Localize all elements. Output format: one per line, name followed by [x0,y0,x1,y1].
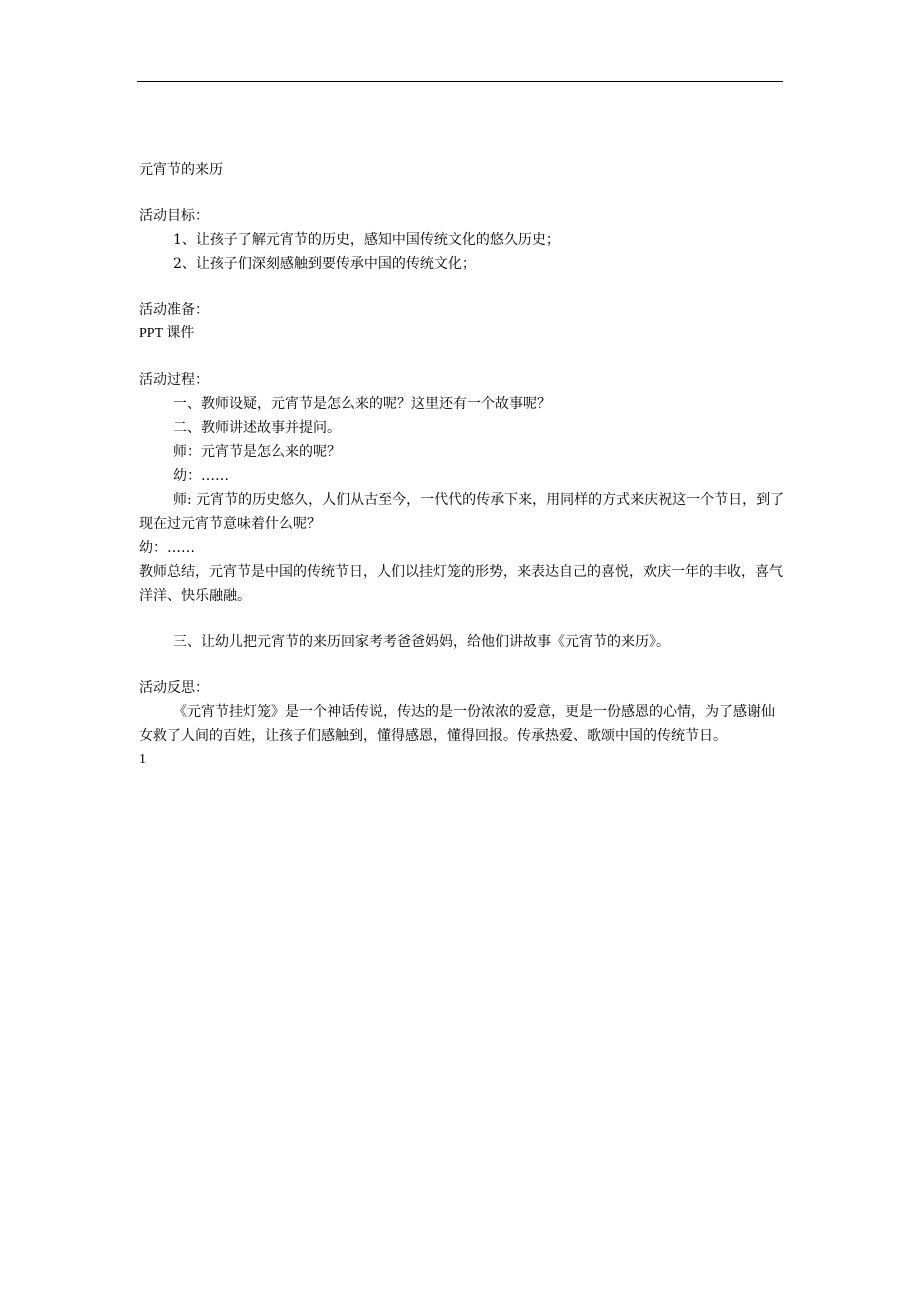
reflection-heading: 活动反思： [139,680,209,696]
spacer [139,182,787,204]
header-rule [137,81,783,82]
teacher-summary: 教师总结，元宵节是中国的传统节日，人们以挂灯笼的形势，来表达自己的喜悦，欢庆一年的丰收，喜气洋洋、快乐融融。 [139,564,783,604]
spacer [139,654,787,676]
process-step-2: 二、教师讲述故事并提问。 [173,420,341,436]
goal-item-2: 2、让孩子们深刻感触到要传承中国的传统文化； [173,256,476,272]
teacher-paragraph: 师: 元宵节的历史悠久，人们从古至今，一代代的传承下来，用同样的方式来庆祝这一个节日，到了现在过元宵节意味着什么呢？ [139,492,785,532]
process-step-3: 三、让幼儿把元宵节的来历回家考考爸爸妈妈，给他们讲故事《元宵节的来历》。 [173,634,670,650]
process-step-1: 一、教师设疑，元宵节是怎么来的呢？这里还有一个故事呢？ [173,396,551,412]
preparation-heading: 活动准备： [139,302,209,318]
goals-heading: 活动目标： [139,208,209,224]
document-title: 元宵节的来历 [139,162,223,178]
spacer [139,276,787,298]
process-heading: 活动过程： [139,372,209,388]
child-answer-2: 幼：…… [139,540,195,556]
goal-item-1: 1、让孩子了解元宵节的历史，感知中国传统文化的悠久历史； [173,232,560,248]
preparation-content: PPT 课件 [139,326,195,341]
spacer [139,346,787,368]
page-number: 1 [139,752,146,767]
reflection-content: 《元宵节挂灯笼》是一个神话传说，传达的是一份浓浓的爱意，更是一份感恩的心情，为了感谢仙女救了人间的百姓，让孩子们感触到，懂得感恩，懂得回报。传承热爱、歌颂中国的传统节日。 [139,704,775,744]
document-body [139,158,787,772]
teacher-question: 师：元宵节是怎么来的呢？ [173,444,341,460]
spacer [139,608,787,630]
child-answer-1: 幼：…… [173,468,229,484]
